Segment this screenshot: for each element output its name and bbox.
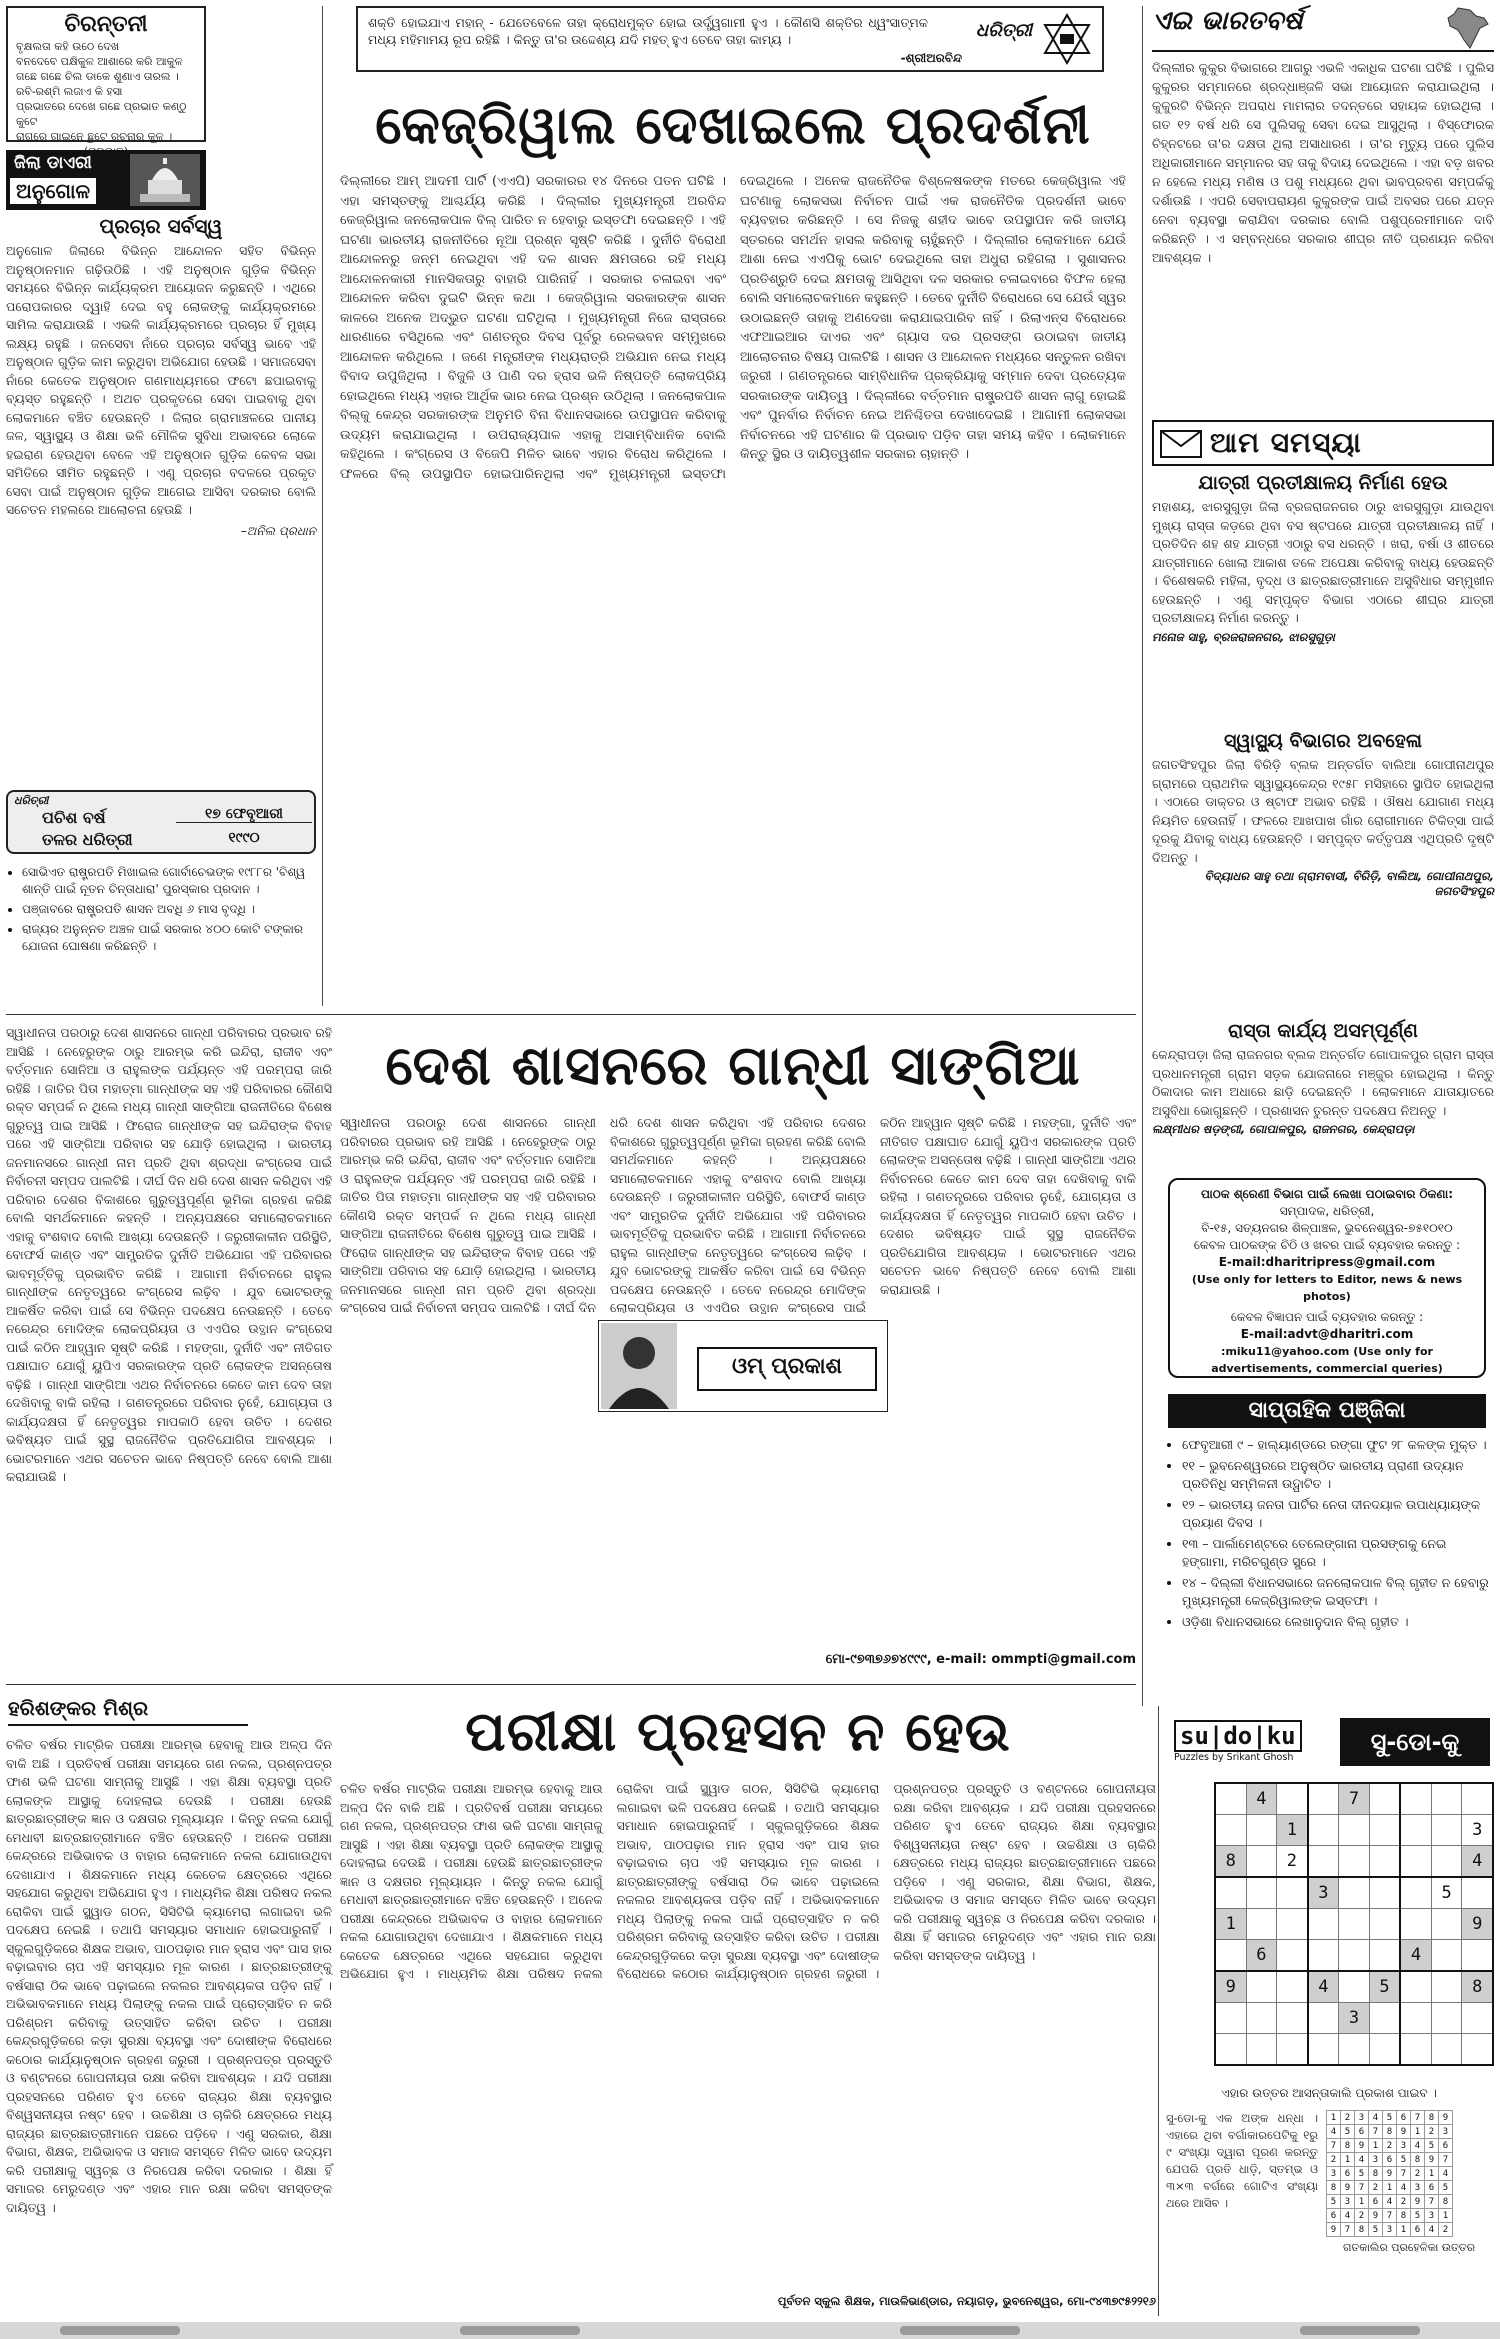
answer-cell: 3	[1397, 2139, 1411, 2153]
sudoku-cell[interactable]: 5	[1369, 1971, 1400, 2003]
anniversary-logo: ଧରିତ୍ରୀ	[14, 794, 49, 807]
answer-row	[1327, 2195, 1453, 2209]
bharat-title: ଏଇ ଭାରତବର୍ଷ	[1152, 6, 1303, 36]
author-photo	[601, 1323, 677, 1409]
answer-cell: 4	[1327, 2125, 1341, 2139]
answer-cell: 9	[1425, 2153, 1439, 2167]
sudoku-cell[interactable]	[1462, 1877, 1493, 1909]
answer-cell: 3	[1341, 2195, 1355, 2209]
letters-title: ଆମ ସମସ୍ୟା	[1210, 426, 1362, 459]
answer-cell: 8	[1383, 2125, 1397, 2139]
sudoku-cell[interactable]: 6	[1246, 1940, 1277, 1972]
article3-byline: ହରିଶଙ୍କର ମିଶ୍ର	[8, 1696, 248, 1726]
answer-cell: 9	[1397, 2125, 1411, 2139]
diary-title: ପ୍ରଚାର ସର୍ବସ୍ୱ	[99, 214, 223, 238]
sudoku-cell[interactable]	[1246, 1971, 1277, 2003]
poem-line: ବୃକ୍ଷଲତା କହି ଉଠେ ଦେଖ	[16, 40, 120, 53]
author-box	[598, 1320, 888, 1412]
sudoku-cell[interactable]	[1246, 1846, 1277, 1878]
sudoku-cell[interactable]: 4	[1400, 1940, 1431, 1972]
answer-cell: 9	[1411, 2195, 1425, 2209]
sudoku-cell[interactable]	[1308, 1815, 1339, 1846]
article1-body-wrap	[340, 172, 1126, 1004]
sudoku-puzzle[interactable]	[1214, 1782, 1494, 2062]
sudoku-cell[interactable]	[1369, 1846, 1400, 1878]
sudoku-cell[interactable]	[1339, 1877, 1370, 1909]
letter1-sign: ମନୋଜ ସାହୁ, ବ୍ରଜରାଜନଗର, ଝାରସୁଗୁଡ଼ା	[1152, 629, 1335, 644]
anniversary-item: • ରାଜ୍ୟର ଅନୁନ୍ନତ ଅଞ୍ଚଳ ପାଇଁ ସରକାର ୪୦୦ କୋଟି ଟଙ୍କାର ଯୋଜନା ଘୋଷଣା କରିଛନ୍ତି ।	[22, 921, 316, 955]
sudoku-cell[interactable]	[1215, 1877, 1246, 1909]
sudoku-cell[interactable]	[1431, 1940, 1462, 1972]
answer-cell: 5	[1411, 2209, 1425, 2223]
answer-cell: 3	[1327, 2167, 1341, 2181]
footer-tab	[1300, 2326, 1420, 2335]
poem-line: ରାଗରେ ଗାଇନେ ଛୁଟେ ରଚନାର କୁଳ ।	[16, 130, 173, 143]
sudoku-cell[interactable]	[1246, 2003, 1277, 2034]
answer-cell: 1	[1425, 2167, 1439, 2181]
answer-row	[1327, 2223, 1453, 2237]
article3-headline	[340, 1690, 1136, 1776]
sudoku-cell[interactable]	[1308, 1783, 1339, 1815]
bharat-section	[1152, 6, 1494, 436]
letter3-body: କେନ୍ଦ୍ରାପଡ଼ା ଜିଲା ରାଜନଗର ବ୍ଲକ ଅନ୍ତର୍ଗତ ଗୋପାଳପୁର ଗ୍ରାମ ରାସ୍ତା ପ୍ରଧାନମନ୍ତ୍ରୀ ଗ୍ରାମ ସଡ଼କ ଯୋଜନାରେ ମଞ୍ଜୁର ହୋଇଥିଲା । କିନ୍ତୁ ଠିକାଦାର କାମ ଅଧାରେ ଛାଡ଼ି ଦେଇଛନ୍ତି । ଲୋକମାନେ ଯାତାୟାତରେ ଅସୁବିଧା ଭୋଗୁଛନ୍ତି । ପ୍ରଶାସନ ତୁରନ୍ତ ପଦକ୍ଷେପ ନିଅନ୍ତୁ ।	[1152, 1047, 1494, 1118]
sudoku-row	[1215, 1909, 1493, 1940]
anniversary-date2: ୧୯୯୦	[228, 830, 260, 846]
answer-cell: 2	[1397, 2195, 1411, 2209]
editor-email[interactable]: E-mail:dharitripress@gmail.com	[1218, 1255, 1436, 1269]
article1-title: କେଜ୍ରିୱାଲ ଦେଖାଇଲେ ପ୍ରଦର୍ଶନୀ	[375, 96, 1091, 156]
answer-cell: 6	[1341, 2167, 1355, 2181]
sudoku-cell[interactable]: 4	[1246, 1783, 1277, 1815]
bharat-header	[1152, 6, 1494, 52]
sudoku-answer	[1326, 2110, 1492, 2320]
answer-cell: 9	[1327, 2223, 1341, 2237]
poem-title: ଚିରନ୍ତନୀ	[64, 12, 148, 37]
answer-cell: 5	[1369, 2223, 1383, 2237]
sudoku-cell[interactable]	[1400, 2034, 1431, 2066]
letter-2	[1152, 730, 1494, 1010]
weekly-list	[1168, 1432, 1490, 1702]
sudoku-cell[interactable]	[1462, 1783, 1493, 1815]
answer-cell: 4	[1397, 2181, 1411, 2195]
article3-body: ଚଳିତ ବର୍ଷର ମାଟ୍ରିକ ପରୀକ୍ଷା ଆରମ୍ଭ ହେବାକୁ ଆଉ ଅଳ୍ପ ଦିନ ବାକି ଅଛି । ପ୍ରତିବର୍ଷ ପରୀକ୍ଷା ସମୟରେ ଗଣ ନକଲ, ପ୍ରଶ୍ନପତ୍ର ଫାଶ ଭଳି ଘଟଣା ସାମ୍ନାକୁ ଆସୁଛି । ଏହା ଶିକ୍ଷା ବ୍ୟବସ୍ଥା ପ୍ରତି ଲୋକଙ୍କ ଆସ୍ଥାକୁ ଦୋହଲାଇ ଦେଉଛି । ପରୀକ୍ଷା ହେଉଛି ଛାତ୍ରଛାତ୍ରୀଙ୍କ ଜ୍ଞାନ ଓ ଦକ୍ଷତାର ମୂଲ୍ୟାୟନ । କିନ୍ତୁ ନକଲ ଯୋଗୁଁ ମେଧାବୀ ଛାତ୍ରଛାତ୍ରୀମାନେ ବଞ୍ଚିତ ହେଉଛନ୍ତି । ଅନେକ ପରୀକ୍ଷା କେନ୍ଦ୍ରରେ ଅଭିଭାବକ ଓ ବାହାର ଲୋକମାନେ ନକଲ ଯୋଗାଉଥିବା ଦେଖାଯାଏ । ଶିକ୍ଷକମାନେ ମଧ୍ୟ କେତେକ କ୍ଷେତ୍ରରେ ଏଥିରେ ସହଯୋଗ କରୁଥିବା ଅଭିଯୋଗ ହୁଏ । ମାଧ୍ୟମିକ ଶିକ୍ଷା ପରିଷଦ ନକଲ ରୋକିବା ପାଇଁ ସ୍କ୍ୱାଡ ଗଠନ, ସିସିଟିଭି କ୍ୟାମେରା ଲଗାଇବା ଭଳି ପଦକ୍ଷେପ ନେଇଛି । ତଥାପି ସମସ୍ୟାର ସମାଧାନ ହୋଇପାରୁନାହିଁ । ସ୍କୁଲଗୁଡ଼ିକରେ ଶିକ୍ଷକ ଅଭାବ, ପାଠପଢ଼ାର ମାନ ହ୍ରାସ ଏବଂ ପାସ ହାର ବଢ଼ାଇବାର ଚାପ ଏହି ସମସ୍ୟାର ମୂଳ କାରଣ । ଛାତ୍ରଛାତ୍ରୀଙ୍କୁ ବର୍ଷସାରା ଠିକ ଭାବେ ପଢ଼ାଇଲେ ନକଲର ଆବଶ୍ୟକତା ପଡ଼ିବ ନାହିଁ । ଅଭିଭାବକମାନେ ମଧ୍ୟ ପିଲାଙ୍କୁ ନକଲ ପାଇଁ ପ୍ରୋତ୍ସାହିତ ନ କରି ପରିଶ୍ରମ କରିବାକୁ ଉତ୍ସାହିତ କରିବା ଉଚିତ । ପରୀକ୍ଷା କେନ୍ଦ୍ରଗୁଡ଼ିକରେ କଡ଼ା ସୁରକ୍ଷା ବ୍ୟବସ୍ଥା ଏବଂ ଦୋଷୀଙ୍କ ବିରୋଧରେ କଠୋର କାର୍ଯ୍ୟାନୁଷ୍ଠାନ ଗ୍ରହଣ ଜରୁରୀ । ପ୍ରଶ୍ନପତ୍ର ପ୍ରସ୍ତୁତି ଓ ବଣ୍ଟନରେ ଗୋପନୀୟତା ରକ୍ଷା କରିବା ଆବଶ୍ୟକ । ଯଦି ପରୀକ୍ଷା ପ୍ରହସନରେ ପରିଣତ ହୁଏ ତେବେ ରାଜ୍ୟର ଶିକ୍ଷା ବ୍ୟବସ୍ଥାର ବିଶ୍ୱସନୀୟତା ନଷ୍ଟ ହେବ । ଉଚ୍ଚଶିକ୍ଷା ଓ ଚାକିରି କ୍ଷେତ୍ରରେ ମଧ୍ୟ ରାଜ୍ୟର ଛାତ୍ରଛାତ୍ରୀମାନେ ପଛରେ ପଡ଼ିବେ । ଏଣୁ ସରକାର, ଶିକ୍ଷା ବିଭାଗ, ଶିକ୍ଷକ, ଅଭିଭାବକ ଓ ସମାଜ ସମସ୍ତେ ମିଳିତ ଭାବେ ଉଦ୍ୟମ କରି ପରୀକ୍ଷାକୁ ସ୍ୱଚ୍ଛ ଓ ନିରପେକ୍ଷ କରିବା ଦରକାର । ଶିକ୍ଷା ହିଁ ସମାଜର ମେରୁଦଣ୍ଡ ଏବଂ ଏହାର ମାନ ରକ୍ଷା କରିବା ସମସ୍ତଙ୍କ ଦାୟିତ୍ୱ ।	[340, 1781, 1156, 1981]
article2-lead-wrap	[6, 1024, 332, 1684]
answer-cell: 4	[1439, 2167, 1453, 2181]
answer-row	[1327, 2153, 1453, 2167]
quote-box	[356, 6, 1104, 72]
answer-cell: 7	[1439, 2153, 1453, 2167]
quote-text: ଶକ୍ତି ହୋଇଯାଏ ମହାନ୍ - ଯେତେବେଳେ ତାହା କ୍ରୋଧମୁକ୍ତ ହୋଇ ଉର୍ଦ୍ଧ୍ୱଗାମୀ ହୁଏ । କୌଣସି ଶକ୍ତିର ଧ୍ୱଂସାତ୍ମକ ମଧ୍ୟ ମହିମାମୟ ରୂପ ରହିଛି । କିନ୍ତୁ ତା'ର ଉଦ୍ଦେଶ୍ୟ ଯଦି ମହତ୍ ହୁଏ ତେବେ ତାହା କାମ୍ୟ ।	[368, 15, 928, 47]
sudoku-cell[interactable]	[1339, 1909, 1370, 1940]
diary-district: ଅନୁଗୋଳ	[10, 178, 96, 204]
address-line: କେବଳ ପାଠକଙ୍କ ଚିଠି ଓ ଖବର ପାଇଁ ବ୍ୟବହାର କରନ୍ତୁ :	[1193, 1238, 1461, 1252]
answer-row	[1327, 2167, 1453, 2181]
footer-tab	[900, 2326, 1020, 2335]
answer-cell: 4	[1369, 2111, 1383, 2125]
author-name: ଓମ୍ ପ୍ରକାଶ	[697, 1347, 877, 1391]
answer-cell: 1	[1383, 2181, 1397, 2195]
answer-cell: 4	[1411, 2139, 1425, 2153]
sudoku-cell[interactable]	[1369, 1909, 1400, 1940]
sudoku-cell[interactable]	[1215, 2034, 1246, 2066]
sudoku-rules	[1166, 2110, 1318, 2320]
answer-cell: 8	[1369, 2167, 1383, 2181]
article2-headline	[340, 1024, 1126, 1110]
answer-cell: 6	[1439, 2139, 1453, 2153]
star-emblem-icon	[1040, 12, 1094, 66]
sudoku-cell[interactable]	[1462, 2034, 1493, 2066]
india-map-icon	[1444, 6, 1490, 50]
answer-cell: 6	[1369, 2195, 1383, 2209]
answer-cell: 3	[1383, 2223, 1397, 2237]
sudoku-cell[interactable]: 3	[1339, 2003, 1370, 2034]
answer-cell: 7	[1411, 2111, 1425, 2125]
answer-cell: 6	[1397, 2111, 1411, 2125]
sudoku-cell[interactable]	[1369, 2034, 1400, 2066]
sudoku-cell[interactable]	[1277, 1940, 1308, 1972]
sudoku-cell[interactable]	[1400, 1909, 1431, 1940]
answer-cell: 3	[1411, 2181, 1425, 2195]
answer-cell: 1	[1369, 2139, 1383, 2153]
answer-cell: 2	[1355, 2209, 1369, 2223]
letter-1	[1152, 472, 1494, 722]
answer-cell: 7	[1397, 2167, 1411, 2181]
answer-cell: 3	[1439, 2125, 1453, 2139]
sudoku-header	[1166, 1718, 1492, 1768]
answer-cell: 5	[1439, 2181, 1453, 2195]
article1-headline	[340, 86, 1126, 168]
sudoku-title: ସୁ-ଡୋ-କୁ	[1340, 1718, 1490, 1766]
sudoku-cell[interactable]: 2	[1277, 1846, 1308, 1878]
answer-row	[1327, 2181, 1453, 2195]
answer-cell: 6	[1411, 2223, 1425, 2237]
article1-body: ଦିଲ୍ଲୀରେ ଆମ୍ ଆଦମୀ ପାର୍ଟି (ଏଏପି) ସରକାରର ୧୪ ଦିନରେ ପତନ ଘଟିଛି । ଏହା ସମସ୍ତଙ୍କୁ ଆଶ୍ଚର୍ଯ୍ୟ କରିଛି । ଦିଲ୍ଲୀର ମୁଖ୍ୟମନ୍ତ୍ରୀ ଅରବିନ୍ଦ କେଜ୍ରିୱାଲ ଜନଲୋକପାଳ ବିଲ୍ ପାରିତ ନ ହେବାରୁ ଇସ୍ତଫା ଦେଇଛନ୍ତି । ଏହି ଘଟଣା ଭାରତୀୟ ରାଜନୀତିରେ ନୂଆ ପ୍ରଶ୍ନ ସୃଷ୍ଟି କରିଛି । ଦୁର୍ନୀତି ବିରୋଧୀ ଆନ୍ଦୋଳନରୁ ଜନ୍ମ ନେଇଥିବା ଏହି ଦଳ ଶାସନ କ୍ଷମତାରେ ରହି ମଧ୍ୟ ଆନ୍ଦୋଳନକାରୀ ମାନସିକତାରୁ ବାହାରି ପାରିନାହିଁ । ସରକାର ଚଳାଇବା ଏବଂ ଆନ୍ଦୋଳନ କରିବା ଦୁଇଟି ଭିନ୍ନ କଥା । କେଜ୍ରିୱାଲ ସରକାରଙ୍କ ଶାସନ କାଳରେ ଅନେକ ଅଦ୍ଭୁତ ଘଟଣା ଘଟିଥିଲା । ମୁଖ୍ୟମନ୍ତ୍ରୀ ନିଜେ ରାସ୍ତାରେ ଧାରଣାରେ ବସିଥିଲେ ଏବଂ ଗଣତନ୍ତ୍ର ଦିବସ ପୂର୍ବରୁ ରେଳଭବନ ସମ୍ମୁଖରେ ଆନ୍ଦୋଳନ କରିଥିଲେ । ଜଣେ ମନ୍ତ୍ରୀଙ୍କ ମଧ୍ୟରାତ୍ରି ଅଭିଯାନ ନେଇ ମଧ୍ୟ ବିବାଦ ଉପୁଜିଥିଲା । ବିଜୁଳି ଓ ପାଣି ଦର ହ୍ରାସ ଭଳି ନିଷ୍ପତ୍ତି ଲୋକପ୍ରିୟ ହୋଇଥିଲେ ମଧ୍ୟ ଏହାର ଆର୍ଥିକ ଭାର ନେଇ ପ୍ରଶ୍ନ ଉଠିଥିଲା । ଜନଲୋକପାଳ ବିଲ୍କୁ କେନ୍ଦ୍ର ସରକାରଙ୍କ ଅନୁମତି ବିନା ବିଧାନସଭାରେ ଉପସ୍ଥାପନ କରିବାକୁ ଉଦ୍ୟମ କରାଯାଇଥିଲା । ଉପରାଜ୍ୟପାଳ ଏହାକୁ ଅସାମ୍ବିଧାନିକ ବୋଲି କହିଥିଲେ । କଂଗ୍ରେସ ଓ ବିଜେପି ମିଳିତ ଭାବେ ଏହାର ବିରୋଧ କରିଥିଲେ । ଫଳରେ ବିଲ୍ ଉପସ୍ଥାପିତ ହୋଇପାରିନଥିଲା ଏବଂ ମୁଖ୍ୟମନ୍ତ୍ରୀ ଇସ୍ତଫା ଦେଇଥିଲେ । ଅନେକ ରାଜନୈତିକ ବିଶ୍ଳେଷକଙ୍କ ମତରେ କେଜ୍ରିୱାଲ ଏହି ଘଟଣାକୁ ଲୋକସଭା ନିର୍ବାଚନ ପାଇଁ ଏକ ରାଜନୈତିକ ପ୍ରଦର୍ଶନୀ ଭାବେ ବ୍ୟବହାର କରିଛନ୍ତି । ସେ ନିଜକୁ ଶହୀଦ ଭାବେ ଉପସ୍ଥାପନ କରି ଜାତୀୟ ସ୍ତରରେ ସମର୍ଥନ ହାସଲ କରିବାକୁ ଚାହୁଁଛନ୍ତି । ଦିଲ୍ଲୀର ଲୋକମାନେ ଯେଉଁ ଆଶା ନେଇ ଏଏପିକୁ ଭୋଟ ଦେଇଥିଲେ ତାହା ଅଧୁରା ରହିଗଲା । ସୁଶାସନର ପ୍ରତିଶ୍ରୁତି ଦେଇ କ୍ଷମତାକୁ ଆସିଥିବା ଦଳ ସରକାର ଚଳାଇବାରେ ବିଫଳ ହେଲା ବୋଲି ସମାଲୋଚକମାନେ କହୁଛନ୍ତି । ତେବେ ଦୁର୍ନୀତି ବିରୋଧରେ ସେ ଯେଉଁ ସ୍ୱର ଉଠାଇଛନ୍ତି ତାହାକୁ ଅଣଦେଖା କରାଯାଇପାରିବ ନାହିଁ । ରିଲାଏନ୍ସ ବିରୋଧରେ ଏଫଆଇଆର ଦାଏର ଏବଂ ଗ୍ୟାସ ଦର ପ୍ରସଙ୍ଗ ଉଠାଇବା ଜାତୀୟ ଆଲୋଚନାର ବିଷୟ ପାଲଟିଛି । ଶାସନ ଓ ଆନ୍ଦୋଳନ ମଧ୍ୟରେ ସନ୍ତୁଳନ ରଖିବା ଜରୁରୀ । ଗଣତନ୍ତ୍ରରେ ସାମ୍ବିଧାନିକ ପ୍ରକ୍ରିୟାକୁ ସମ୍ମାନ ଦେବା ପ୍ରତ୍ୟେକ ସରକାରଙ୍କ ଦାୟିତ୍ୱ । ଦିଲ୍ଲୀରେ ବର୍ତ୍ତମାନ ରାଷ୍ଟ୍ରପତି ଶାସନ ଲାଗୁ ହୋଇଛି ଏବଂ ପୁନର୍ବାର ନିର୍ବାଚନ ନେଇ ଅନିଶ୍ଚିତତା ଦେଖାଦେଇଛି । ଆଗାମୀ ଲୋକସଭା ନିର୍ବାଚନରେ ଏହି ଘଟଣାର କି ପ୍ରଭାବ ପଡ଼ିବ ତାହା ସମୟ କହିବ । ଲୋକମାନେ କିନ୍ତୁ ସ୍ଥିର ଓ ଦାୟିତ୍ୱଶୀଳ ସରକାର ଚାହାନ୍ତି ।	[340, 174, 1126, 482]
sudoku-cell[interactable]	[1246, 1909, 1277, 1940]
diary-label: ଜିଲା ଡାଏରୀ	[14, 153, 92, 173]
section-divider	[6, 1684, 1136, 1685]
sudoku-cell[interactable]: 4	[1308, 1971, 1339, 2003]
answer-cell: 9	[1383, 2167, 1397, 2181]
sudoku-cell[interactable]	[1431, 2034, 1462, 2066]
sudoku-cell[interactable]: 9	[1215, 1971, 1246, 2003]
sudoku-cell[interactable]	[1431, 1815, 1462, 1846]
address-line: ସମ୍ପାଦକ, ଧରିତ୍ରୀ,	[1279, 1204, 1375, 1218]
weekly-item: • ଫେବୃଆରୀ ୯ – ହାଲ୍ୟାଣ୍ଡରେ ରଙ୍ଗା ଫୁଟ ୨୮ କଳଙ୍କ ମୁକ୍ତ ।	[1182, 1436, 1490, 1454]
answer-cell: 2	[1369, 2181, 1383, 2195]
answer-cell: 8	[1411, 2153, 1425, 2167]
answer-cell: 6	[1327, 2209, 1341, 2223]
answer-cell: 4	[1425, 2223, 1439, 2237]
sudoku-cell[interactable]	[1369, 2003, 1400, 2034]
sudoku-cell[interactable]	[1400, 1783, 1431, 1815]
answer-cell: 5	[1355, 2167, 1369, 2181]
answer-row	[1327, 2111, 1453, 2125]
answer-cell: 9	[1355, 2139, 1369, 2153]
sudoku-cell[interactable]: 3	[1308, 1877, 1339, 1909]
letter3-sign: ଲକ୍ଷ୍ମୀଧର ଷଡ଼ଙ୍ଗୀ, ଗୋପାଳପୁର, ରାଜନଗର, କେନ୍ଦ୍ରାପଡ଼ା	[1152, 1122, 1415, 1136]
answer-cell: 7	[1341, 2223, 1355, 2237]
answer-cell: 6	[1383, 2153, 1397, 2167]
answer-cell: 4	[1341, 2209, 1355, 2223]
sudoku-cell[interactable]	[1369, 1815, 1400, 1846]
article3-body-wrap	[340, 1780, 1156, 2292]
sudoku-answer-grid	[1326, 2110, 1453, 2237]
sudoku-cell[interactable]	[1431, 2003, 1462, 2034]
poem-line: ବନଦେବେ ପକ୍ଷିକୁଳ ଆଶାରେ କରି ଆକୁଳ	[16, 55, 183, 68]
answer-cell: 7	[1355, 2181, 1369, 2195]
answer-cell: 1	[1355, 2195, 1369, 2209]
answer-cell: 8	[1397, 2209, 1411, 2223]
poem-line: ରବି-ରଶ୍ମି ଲଜାଏ କି ହସା	[16, 85, 123, 98]
sudoku-cell[interactable]: 7	[1339, 1783, 1370, 1815]
sudoku-cell[interactable]: 1	[1215, 1909, 1246, 1940]
answer-cell: 7	[1383, 2209, 1397, 2223]
answer-cell: 3	[1425, 2209, 1439, 2223]
answer-cell: 5	[1341, 2125, 1355, 2139]
answer-row	[1327, 2139, 1453, 2153]
answer-cell: 7	[1327, 2139, 1341, 2153]
address-line: ବି-୧୫, ସତ୍ୟନଗର ଶିଳ୍ପାଞ୍ଚଳ, ଭୁବନେଶ୍ୱର-୭୫୧୦୧୦	[1201, 1221, 1453, 1235]
answer-cell: 9	[1369, 2209, 1383, 2223]
sudoku-row	[1215, 2034, 1493, 2066]
sudoku-rules-text: ସୁ-ଡୋ-କୁ ଏକ ଅଙ୍କ ଧନ୍ଧା । ଏହାରେ ଥିବା ବର୍ଗାକାରପେଟିକୁ ୧ରୁ ୯ ସଂଖ୍ୟା ଦ୍ୱାରା ପୂରଣ କରନ୍ତୁ ଯେପରି ପ୍ରତି ଧାଡ଼ି, ସ୍ତମ୍ଭ ଓ ୩×୩ ବର୍ଗରେ ଗୋଟିଏ ସଂଖ୍ୟା ଥରେ ଆସିବ ।	[1166, 2111, 1318, 2210]
poem-line: ଗଛେ ଗଛେ ଚିଲ ଡାକେ ଶୁଣାଏ ତାରଲ ।	[16, 70, 179, 83]
sudoku-cell[interactable]	[1215, 1940, 1246, 1972]
sudoku-cell[interactable]	[1277, 1877, 1308, 1909]
weekly-item: • ୧୪ – ଦିଲ୍ଲୀ ବିଧାନସଭାରେ ଜନଲୋକପାଳ ବିଲ୍ ଗୃହୀତ ନ ହେବାରୁ ମୁଖ୍ୟମନ୍ତ୍ରୀ କେଜ୍ରିୱାଲଙ୍କ ଇସ୍ତଫା ।	[1182, 1574, 1490, 1610]
answer-cell: 9	[1439, 2111, 1453, 2125]
article3-lead: ଚଳିତ ବର୍ଷର ମାଟ୍ରିକ ପରୀକ୍ଷା ଆରମ୍ଭ ହେବାକୁ ଆଉ ଅଳ୍ପ ଦିନ ବାକି ଅଛି । ପ୍ରତିବର୍ଷ ପରୀକ୍ଷା ସମୟରେ ଗଣ ନକଲ, ପ୍ରଶ୍ନପତ୍ର ଫାଶ ଭଳି ଘଟଣା ସାମ୍ନାକୁ ଆସୁଛି । ଏହା ଶିକ୍ଷା ବ୍ୟବସ୍ଥା ପ୍ରତି ଲୋକଙ୍କ ଆସ୍ଥାକୁ ଦୋହଲାଇ ଦେଉଛି । ପରୀକ୍ଷା ହେଉଛି ଛାତ୍ରଛାତ୍ରୀଙ୍କ ଜ୍ଞାନ ଓ ଦକ୍ଷତାର ମୂଲ୍ୟାୟନ । କିନ୍ତୁ ନକଲ ଯୋଗୁଁ ମେଧାବୀ ଛାତ୍ରଛାତ୍ରୀମାନେ ବଞ୍ଚିତ ହେଉଛନ୍ତି । ଅନେକ ପରୀକ୍ଷା କେନ୍ଦ୍ରରେ ଅଭିଭାବକ ଓ ବାହାର ଲୋକମାନେ ନକଲ ଯୋଗାଉଥିବା ଦେଖାଯାଏ । ଶିକ୍ଷକମାନେ ମଧ୍ୟ କେତେକ କ୍ଷେତ୍ରରେ ଏଥିରେ ସହଯୋଗ କରୁଥିବା ଅଭିଯୋଗ ହୁଏ । ମାଧ୍ୟମିକ ଶିକ୍ଷା ପରିଷଦ ନକଲ ରୋକିବା ପାଇଁ ସ୍କ୍ୱାଡ ଗଠନ, ସିସିଟିଭି କ୍ୟାମେରା ଲଗାଇବା ଭଳି ପଦକ୍ଷେପ ନେଇଛି । ତଥାପି ସମସ୍ୟାର ସମାଧାନ ହୋଇପାରୁନାହିଁ । ସ୍କୁଲଗୁଡ଼ିକରେ ଶିକ୍ଷକ ଅଭାବ, ପାଠପଢ଼ାର ମାନ ହ୍ରାସ ଏବଂ ପାସ ହାର ବଢ଼ାଇବାର ଚାପ ଏହି ସମସ୍ୟାର ମୂଳ କାରଣ । ଛାତ୍ରଛାତ୍ରୀଙ୍କୁ ବର୍ଷସାରା ଠିକ ଭାବେ ପଢ଼ାଇଲେ ନକଲର ଆବଶ୍ୟକତା ପଡ଼ିବ ନାହିଁ । ଅଭିଭାବକମାନେ ମଧ୍ୟ ପିଲାଙ୍କୁ ନକଲ ପାଇଁ ପ୍ରୋତ୍ସାହିତ ନ କରି ପରିଶ୍ରମ କରିବାକୁ ଉତ୍ସାହିତ କରିବା ଉଚିତ । ପରୀକ୍ଷା କେନ୍ଦ୍ରଗୁଡ଼ିକରେ କଡ଼ା ସୁରକ୍ଷା ବ୍ୟବସ୍ଥା ଏବଂ ଦୋଷୀଙ୍କ ବିରୋଧରେ କଠୋର କାର୍ଯ୍ୟାନୁଷ୍ଠାନ ଗ୍ରହଣ ଜରୁରୀ । ପ୍ରଶ୍ନପତ୍ର ପ୍ରସ୍ତୁତି ଓ ବଣ୍ଟନରେ ଗୋପନୀୟତା ରକ୍ଷା କରିବା ଆବଶ୍ୟକ । ଯଦି ପରୀକ୍ଷା ପ୍ରହସନରେ ପରିଣତ ହୁଏ ତେବେ ରାଜ୍ୟର ଶିକ୍ଷା ବ୍ୟବସ୍ଥାର ବିଶ୍ୱସନୀୟତା ନଷ୍ଟ ହେବ । ଉଚ୍ଚଶିକ୍ଷା ଓ ଚାକିରି କ୍ଷେତ୍ରରେ ମଧ୍ୟ ରାଜ୍ୟର ଛାତ୍ରଛାତ୍ରୀମାନେ ପଛରେ ପଡ଼ିବେ । ଏଣୁ ସରକାର, ଶିକ୍ଷା ବିଭାଗ, ଶିକ୍ଷକ, ଅଭିଭାବକ ଓ ସମାଜ ସମସ୍ତେ ମିଳିତ ଭାବେ ଉଦ୍ୟମ କରି ପରୀକ୍ଷାକୁ ସ୍ୱଚ୍ଛ ଓ ନିରପେକ୍ଷ କରିବା ଦରକାର । ଶିକ୍ଷା ହିଁ ସମାଜର ମେରୁଦଣ୍ଡ ଏବଂ ଏହାର ମାନ ରକ୍ଷା କରିବା ସମସ୍ତଙ୍କ ଦାୟିତ୍ୱ ।	[6, 1737, 332, 2215]
sudoku-cell[interactable]	[1400, 1971, 1431, 2003]
letter1-title: ଯାତ୍ରୀ ପ୍ରତୀକ୍ଷାଳୟ ନିର୍ମାଣ ହେଉ	[1198, 472, 1448, 494]
sudoku-row	[1215, 1971, 1493, 2003]
sudoku-cell[interactable]	[1400, 1846, 1431, 1878]
adv-intro: କେବଳ ବିଜ୍ଞାପନ ପାଇଁ ବ୍ୟବହାର କରନ୍ତୁ :	[1230, 1310, 1424, 1324]
answer-cell: 2	[1383, 2139, 1397, 2153]
anniversary-box	[6, 790, 316, 854]
sudoku-cell[interactable]	[1339, 1971, 1370, 2003]
anniversary-items	[6, 860, 316, 980]
temple-icon	[130, 154, 200, 206]
sudoku-cell[interactable]	[1277, 1909, 1308, 1940]
sudoku-cell[interactable]	[1246, 1815, 1277, 1846]
answer-cell: 4	[1355, 2153, 1369, 2167]
footer-tab	[60, 2326, 180, 2335]
answer-cell: 2	[1327, 2153, 1341, 2167]
answer-cell: 5	[1383, 2111, 1397, 2125]
diary-article	[6, 214, 316, 782]
answer-cell: 7	[1425, 2195, 1439, 2209]
sudoku-grid[interactable]	[1214, 1782, 1494, 2066]
sudoku-row	[1215, 1877, 1493, 1909]
answer-cell: 1	[1341, 2153, 1355, 2167]
sudoku-cell[interactable]: 8	[1462, 1971, 1493, 2003]
sudoku-row	[1215, 1846, 1493, 1878]
answer-cell: 8	[1341, 2139, 1355, 2153]
answer-cell: 5	[1425, 2139, 1439, 2153]
envelope-icon	[1160, 430, 1202, 458]
sudoku-cell[interactable]	[1369, 1783, 1400, 1815]
sudoku-cell[interactable]	[1215, 1815, 1246, 1846]
answer-cell: 4	[1383, 2195, 1397, 2209]
sudoku-cell[interactable]	[1246, 1877, 1277, 1909]
sudoku-cell[interactable]: 4	[1462, 1846, 1493, 1878]
sudoku-cell[interactable]	[1277, 1971, 1308, 2003]
sudoku-cell[interactable]	[1339, 1940, 1370, 1972]
answer-cell: 5	[1327, 2195, 1341, 2209]
letter-3	[1152, 1020, 1494, 1170]
answer-row	[1327, 2209, 1453, 2223]
sudoku-cell[interactable]	[1400, 2003, 1431, 2034]
sudoku-cell[interactable]: 1	[1277, 1815, 1308, 1846]
sudoku-cell[interactable]	[1339, 1846, 1370, 1878]
sudoku-cell[interactable]: 3	[1462, 1815, 1493, 1846]
answer-cell: 6	[1355, 2125, 1369, 2139]
sudoku-cell[interactable]	[1339, 2034, 1370, 2066]
sudoku-logo: su|do|ku	[1174, 1720, 1302, 1752]
sudoku-credit: Puzzles by Srikant Ghosh	[1174, 1752, 1294, 1763]
sudoku-row	[1215, 2003, 1493, 2034]
letter2-title: ସ୍ୱାସ୍ଥ୍ୟ ବିଭାଗର ଅବହେଳା	[1224, 730, 1422, 752]
sudoku-cell[interactable]	[1277, 2003, 1308, 2034]
page-footer-bar	[0, 2322, 1500, 2339]
sudoku-cell[interactable]	[1277, 2034, 1308, 2066]
poem-lines	[16, 39, 196, 159]
diary-author: –ଅନିଲ ପ୍ରଧାନ	[240, 523, 316, 538]
sudoku-cell[interactable]	[1308, 2034, 1339, 2066]
sudoku-answer-note: ଏହାର ଉତ୍ତର ଆସନ୍ତାକାଲି ପ୍ରକାଶ ପାଇବ ।	[1221, 2086, 1437, 2100]
weekly-item: • ୧୧ – ଭୁବନେଶ୍ୱରରେ ଅନୁଷ୍ଠିତ ଭାରତୀୟ ପ୍ରାଣୀ ଉଦ୍ୟାନ ପ୍ରତିନିଧି ସମ୍ମିଳନୀ ଉଦ୍ଘାଟିତ ।	[1182, 1457, 1490, 1493]
quote-logo: ଧରିତ୍ରୀ	[975, 20, 1032, 41]
sudoku-cell[interactable]	[1431, 1971, 1462, 2003]
sudoku-row	[1215, 1940, 1493, 1972]
answer-cell: 2	[1425, 2125, 1439, 2139]
sudoku-cell[interactable]	[1308, 2003, 1339, 2034]
letter2-sign: ବିଦ୍ୟାଧର ସାହୁ ତଥା ଗ୍ରାମବାସୀ, ବିରିଡ଼ି, ବାଲିଆ, ଗୋପୀନାଥପୁର, ଜଗତସିଂହପୁର	[1204, 869, 1494, 898]
article2-title: ଦେଶ ଶାସନରେ ଗାନ୍ଧୀ ସାଙ୍ଗିଆ	[385, 1034, 1081, 1097]
quote-source: -ଶ୍ରୀଅରବିନ୍ଦ	[900, 51, 962, 65]
poem-line: ପ୍ରଭାତରେ ଦେଖେ ଗଛେ ପ୍ରଭାତ କଣ୍ଠୁ କୁଟେ	[16, 100, 187, 128]
footer-tab	[460, 2326, 580, 2335]
adv-email[interactable]: E-mail:advt@dharitri.com	[1240, 1327, 1414, 1341]
diary-body: ଅନୁଗୋଳ ଜିଲାରେ ବିଭିନ୍ନ ଆନ୍ଦୋଳନ ସହିତ ବିଭିନ୍ନ ଅନୁଷ୍ଠାନମାନ ଗଢ଼ିଉଠିଛି । ଏହି ଅନୁଷ୍ଠାନ ଗୁଡ଼ିକ ବିଭିନ୍ନ ସମୟରେ ବିଭିନ୍ନ କାର୍ଯ୍ୟକ୍ରମ ଆୟୋଜନ କରୁଛନ୍ତି । ଏଥିରେ ପରୋପକାରର ଦ୍ୱାହି ଦେଇ ବହୁ ଲୋକଙ୍କୁ କାର୍ଯ୍ୟକ୍ରମରେ ସାମିଲ କରାଯାଉଛି । ଏଭଳି କାର୍ଯ୍ୟକ୍ରମରେ ପ୍ରଚାର ହିଁ ମୁଖ୍ୟ ଲକ୍ଷ୍ୟ ରହୁଛି । ଜନସେବା ନାଁରେ ପ୍ରଚାର ସର୍ବସ୍ୱ ଭାବେ ଏହି ଅନୁଷ୍ଠାନ ଗୁଡ଼ିକ କାମ କରୁଥିବା ଅଭିଯୋଗ ହେଉଛି । ସମାଜସେବା ନାଁରେ କେତେକ ଅନୁଷ୍ଠାନ ଗଣମାଧ୍ୟମରେ ଫଟୋ ଛପାଇବାକୁ ବ୍ୟସ୍ତ ରହୁଛନ୍ତି । ଅଥଚ ପ୍ରକୃତରେ ସେବା ପାଇବାକୁ ଥିବା ଲୋକମାନେ ବଞ୍ଚିତ ହେଉଛନ୍ତି । ଜିଲାର ଗ୍ରାମାଞ୍ଚଳରେ ପାନୀୟ ଜଳ, ସ୍ୱାସ୍ଥ୍ୟ ଓ ଶିକ୍ଷା ଭଳି ମୌଳିକ ସୁବିଧା ଅଭାବରେ ଲୋକେ ହଇରାଣ ହେଉଥିବା ବେଳେ ଏହି ଅନୁଷ୍ଠାନ ଗୁଡ଼ିକ କେବଳ ସଭା ସମିତିରେ ସୀମିତ ରହୁଛନ୍ତି । ଏଣୁ ପ୍ରଚାର ବଦଳରେ ପ୍ରକୃତ ସେବା ପାଇଁ ଅନୁଷ୍ଠାନ ଗୁଡ଼ିକ ଆଗେଇ ଆସିବା ଦରକାର ବୋଲି ସଚେତନ ମହଲରେ ଆଲୋଚନା ହେଉଛି ।	[6, 243, 316, 517]
article2-body: ସ୍ୱାଧୀନତା ପରଠାରୁ ଦେଶ ଶାସନରେ ଗାନ୍ଧୀ ପରିବାରର ପ୍ରଭାବ ରହି ଆସିଛି । ନେହେରୁଙ୍କ ଠାରୁ ଆରମ୍ଭ କରି ଇନ୍ଦିରା, ରାଜୀବ ଏବଂ ବର୍ତ୍ତମାନ ସୋନିଆ ଓ ରାହୁଲଙ୍କ ପର୍ଯ୍ୟନ୍ତ ଏହି ପରମ୍ପରା ଜାରି ରହିଛି । ଜାତିର ପିତା ମହାତ୍ମା ଗାନ୍ଧୀଙ୍କ ସହ ଏହି ପରିବାରର କୌଣସି ରକ୍ତ ସମ୍ପର୍କ ନ ଥିଲେ ମଧ୍ୟ ଗାନ୍ଧୀ ସାଙ୍ଗିଆ ରାଜନୀତିରେ ବିଶେଷ ଗୁରୁତ୍ୱ ପାଇ ଆସିଛି । ଫିରୋଜ ଗାନ୍ଧୀଙ୍କ ସହ ଇନ୍ଦିରାଙ୍କ ବିବାହ ପରେ ଏହି ସାଙ୍ଗିଆ ପରିବାର ସହ ଯୋଡ଼ି ହୋଇଥିଲା । ଭାରତୀୟ ଜନମାନସରେ ଗାନ୍ଧୀ ନାମ ପ୍ରତି ଥିବା ଶ୍ରଦ୍ଧା କଂଗ୍ରେସ ପାଇଁ ନିର୍ବାଚନୀ ସମ୍ପଦ ପାଲଟିଛି । ଦୀର୍ଘ ଦିନ ଧରି ଦେଶ ଶାସନ କରିଥିବା ଏହି ପରିବାର ଦେଶର ବିକାଶରେ ଗୁରୁତ୍ୱପୂର୍ଣ୍ଣ ଭୂମିକା ଗ୍ରହଣ କରିଛି ବୋଲି ସମର୍ଥକମାନେ କହନ୍ତି । ଅନ୍ୟପକ୍ଷରେ ସମାଲୋଚକମାନେ ଏହାକୁ ବଂଶବାଦ ବୋଲି ଆଖ୍ୟା ଦେଉଛନ୍ତି । ଜରୁରୀକାଳୀନ ପରିସ୍ଥିତି, ବୋଫର୍ସ କାଣ୍ଡ ଏବଂ ସାମ୍ପ୍ରତିକ ଦୁର୍ନୀତି ଅଭିଯୋଗ ଏହି ପରିବାରର ଭାବମୂର୍ତ୍ତିକୁ ପ୍ରଭାବିତ କରିଛି । ଆଗାମୀ ନିର୍ବାଚନରେ ରାହୁଲ ଗାନ୍ଧୀଙ୍କ ନେତୃତ୍ୱରେ କଂଗ୍ରେସ ଲଢ଼ିବ । ଯୁବ ଭୋଟରଙ୍କୁ ଆକର୍ଷିତ କରିବା ପାଇଁ ସେ ବିଭିନ୍ନ ପଦକ୍ଷେପ ନେଉଛନ୍ତି । ତେବେ ନରେନ୍ଦ୍ର ମୋଦିଙ୍କ ଲୋକପ୍ରିୟତା ଓ ଏଏପିର ଉତ୍ଥାନ କଂଗ୍ରେସ ପାଇଁ କଠିନ ଆହ୍ୱାନ ସୃଷ୍ଟି କରିଛି । ମହଙ୍ଗା, ଦୁର୍ନୀତି ଏବଂ ନୀତିଗତ ପକ୍ଷାଘାତ ଯୋଗୁଁ ୟୁପିଏ ସରକାରଙ୍କ ପ୍ରତି ଲୋକଙ୍କ ଅସନ୍ତୋଷ ବଢ଼ିଛି । ଗାନ୍ଧୀ ସାଙ୍ଗିଆ ଏଥର ନିର୍ବାଚନରେ କେତେ କାମ ଦେବ ତାହା ଦେଖିବାକୁ ବାକି ରହିଲା । ଗଣତନ୍ତ୍ରରେ ପରିବାର ନୁହେଁ, ଯୋଗ୍ୟତା ଓ କାର୍ଯ୍ୟଦକ୍ଷତା ହିଁ ନେତୃତ୍ୱର ମାପକାଠି ହେବା ଉଚିତ । ଦେଶର ଭବିଷ୍ୟତ ପାଇଁ ସୁସ୍ଥ ରାଜନୈତିକ ପ୍ରତିଯୋଗିତା ଆବଶ୍ୟକ । ଭୋଟରମାନେ ଏଥର ସଚେତନ ଭାବେ ନିଷ୍ପତ୍ତି ନେବେ ବୋଲି ଆଶା କରାଯାଉଛି ।	[340, 1115, 1136, 1315]
anniversary-date1: ୧୭ ଫେବୃଆରୀ	[176, 806, 312, 823]
anniversary-line2: ତଳର ଧରିତ୍ରୀ	[42, 830, 133, 849]
article3-footer: ପୂର୍ବତନ ସ୍କୁଲ ଶିକ୍ଷକ, ମାଉଳିଭାଣ୍ଡାର, ନୟାଗଡ଼, ଭୁବନେଶ୍ୱର, ମୋ-୯୪୩୭୯୫୨୨୧୬	[777, 2294, 1156, 2308]
bharat-body: ଦିଲ୍ଲୀର କୁକୁର ବିଭାଗରେ ଆଗରୁ ଏଭଳି ଏକାଧିକ ଘଟଣା ଘଟିଛି । ପୁଲିସ କୁକୁରର ସମ୍ମାନରେ ଶ୍ରଦ୍ଧାଞ୍ଜଳି ସଭା ଆୟୋଜନ କରାଯାଇଥିଲା । କୁକୁରଟି ବିଭିନ୍ନ ଅପରାଧ ମାମଲାର ତଦନ୍ତରେ ସହାୟକ ହୋଇଥିଲା । ଗତ ୧୨ ବର୍ଷ ଧରି ସେ ପୁଲିସକୁ ସେବା ଦେଇ ଆସୁଥିଲା । ବିସ୍ଫୋରକ ଚିହ୍ନଟରେ ତା'ର ଦକ୍ଷତା ଥିଲା ଅସାଧାରଣ । ତା'ର ମୃତ୍ୟୁ ପରେ ପୁଲିସ ଅଧିକାରୀମାନେ ସମ୍ମାନର ସହ ତାକୁ ବିଦାୟ ଦେଇଥିଲେ । ଏହା ବଡ଼ ଖବର ନ ହେଲେ ମଧ୍ୟ ମଣିଷ ଓ ପଶୁ ମଧ୍ୟରେ ଥିବା ଭାବପ୍ରବଣ ସମ୍ପର୍କକୁ ଦର୍ଶାଉଛି । ଏପରି ସେବାପରାୟଣ କୁକୁରଙ୍କ ପାଇଁ ଅବସର ପରେ ଯତ୍ନ ନେବା ବ୍ୟବସ୍ଥା କରାଯିବା ଦରକାର ବୋଲି ପଶୁପ୍ରେମୀମାନେ ଦାବି କରିଛନ୍ତି । ଏ ସମ୍ବନ୍ଧରେ ସରକାର ଶୀଘ୍ର ନୀତି ପ୍ରଣୟନ କରିବା ଆବଶ୍ୟକ ।	[1152, 60, 1494, 265]
sudoku-cell[interactable]	[1369, 1877, 1400, 1909]
answer-cell: 3	[1355, 2111, 1369, 2125]
section-divider	[6, 1014, 1136, 1015]
sudoku-prev-note: ଗତକାଲିର ପ୍ରହେଳିକା ଉତ୍ତର	[1342, 2241, 1476, 2254]
sudoku-cell[interactable]	[1400, 1877, 1431, 1909]
sudoku-row	[1215, 1815, 1493, 1846]
answer-cell: 5	[1397, 2153, 1411, 2167]
article3-lead-wrap	[6, 1736, 332, 2316]
sudoku-cell[interactable]: 9	[1462, 1909, 1493, 1940]
answer-row	[1327, 2125, 1453, 2139]
article2-lead: ସ୍ୱାଧୀନତା ପରଠାରୁ ଦେଶ ଶାସନରେ ଗାନ୍ଧୀ ପରିବାରର ପ୍ରଭାବ ରହି ଆସିଛି । ନେହେରୁଙ୍କ ଠାରୁ ଆରମ୍ଭ କରି ଇନ୍ଦିରା, ରାଜୀବ ଏବଂ ବର୍ତ୍ତମାନ ସୋନିଆ ଓ ରାହୁଲଙ୍କ ପର୍ଯ୍ୟନ୍ତ ଏହି ପରମ୍ପରା ଜାରି ରହିଛି । ଜାତିର ପିତା ମହାତ୍ମା ଗାନ୍ଧୀଙ୍କ ସହ ଏହି ପରିବାରର କୌଣସି ରକ୍ତ ସମ୍ପର୍କ ନ ଥିଲେ ମଧ୍ୟ ଗାନ୍ଧୀ ସାଙ୍ଗିଆ ରାଜନୀତିରେ ବିଶେଷ ଗୁରୁତ୍ୱ ପାଇ ଆସିଛି । ଫିରୋଜ ଗାନ୍ଧୀଙ୍କ ସହ ଇନ୍ଦିରାଙ୍କ ବିବାହ ପରେ ଏହି ସାଙ୍ଗିଆ ପରିବାର ସହ ଯୋଡ଼ି ହୋଇଥିଲା । ଭାରତୀୟ ଜନମାନସରେ ଗାନ୍ଧୀ ନାମ ପ୍ରତି ଥିବା ଶ୍ରଦ୍ଧା କଂଗ୍ରେସ ପାଇଁ ନିର୍ବାଚନୀ ସମ୍ପଦ ପାଲଟିଛି । ଦୀର୍ଘ ଦିନ ଧରି ଦେଶ ଶାସନ କରିଥିବା ଏହି ପରିବାର ଦେଶର ବିକାଶରେ ଗୁରୁତ୍ୱପୂର୍ଣ୍ଣ ଭୂମିକା ଗ୍ରହଣ କରିଛି ବୋଲି ସମର୍ଥକମାନେ କହନ୍ତି । ଅନ୍ୟପକ୍ଷରେ ସମାଲୋଚକମାନେ ଏହାକୁ ବଂଶବାଦ ବୋଲି ଆଖ୍ୟା ଦେଉଛନ୍ତି । ଜରୁରୀକାଳୀନ ପରିସ୍ଥିତି, ବୋଫର୍ସ କାଣ୍ଡ ଏବଂ ସାମ୍ପ୍ରତିକ ଦୁର୍ନୀତି ଅଭିଯୋଗ ଏହି ପରିବାରର ଭାବମୂର୍ତ୍ତିକୁ ପ୍ରଭାବିତ କରିଛି । ଆଗାମୀ ନିର୍ବାଚନରେ ରାହୁଲ ଗାନ୍ଧୀଙ୍କ ନେତୃତ୍ୱରେ କଂଗ୍ରେସ ଲଢ଼ିବ । ଯୁବ ଭୋଟରଙ୍କୁ ଆକର୍ଷିତ କରିବା ପାଇଁ ସେ ବିଭିନ୍ନ ପଦକ୍ଷେପ ନେଉଛନ୍ତି । ତେବେ ନରେନ୍ଦ୍ର ମୋଦିଙ୍କ ଲୋକପ୍ରିୟତା ଓ ଏଏପିର ଉତ୍ଥାନ କଂଗ୍ରେସ ପାଇଁ କଠିନ ଆହ୍ୱାନ ସୃଷ୍ଟି କରିଛି । ମହଙ୍ଗା, ଦୁର୍ନୀତି ଏବଂ ନୀତିଗତ ପକ୍ଷାଘାତ ଯୋଗୁଁ ୟୁପିଏ ସରକାରଙ୍କ ପ୍ରତି ଲୋକଙ୍କ ଅସନ୍ତୋଷ ବଢ଼ିଛି । ଗାନ୍ଧୀ ସାଙ୍ଗିଆ ଏଥର ନିର୍ବାଚନରେ କେତେ କାମ ଦେବ ତାହା ଦେଖିବାକୁ ବାକି ରହିଲା । ଗଣତନ୍ତ୍ରରେ ପରିବାର ନୁହେଁ, ଯୋଗ୍ୟତା ଓ କାର୍ଯ୍ୟଦକ୍ଷତା ହିଁ ନେତୃତ୍ୱର ମାପକାଠି ହେବା ଉଚିତ । ଦେଶର ଭବିଷ୍ୟତ ପାଇଁ ସୁସ୍ଥ ରାଜନୈତିକ ପ୍ରତିଯୋଗିତା ଆବଶ୍ୟକ । ଭୋଟରମାନେ ଏଥର ସଚେତନ ଭାବେ ନିଷ୍ପତ୍ତି ନେବେ ବୋଲି ଆଶା କରାଯାଉଛି ।	[6, 1025, 332, 1484]
answer-cell: 8	[1355, 2223, 1369, 2237]
sudoku-cell[interactable]	[1308, 1909, 1339, 1940]
anniversary-item: • ସୋଭିଏତ ରାଷ୍ଟ୍ରପତି ମିଖାଇଲ ଗୋର୍ବାଚେଭଙ୍କ ୧୯୮୮ର 'ବିଶ୍ୱ ଶାନ୍ତି ପାଇଁ ନୂତନ ଚିନ୍ତାଧାରା' ପୁରସ୍କାର ପ୍ରଦାନ ।	[22, 864, 316, 898]
answer-cell: 2	[1439, 2223, 1453, 2237]
sudoku-cell[interactable]	[1246, 2034, 1277, 2066]
sudoku-cell[interactable]	[1339, 1815, 1370, 1846]
column-divider	[1142, 6, 1143, 1706]
letter1-body: ମହାଶୟ, ଝାରସୁଗୁଡ଼ା ଜିଲା ବ୍ରଜରାଜନଗର ଠାରୁ ଝାରସୁଗୁଡ଼ା ଯାଉଥିବା ମୁଖ୍ୟ ରାସ୍ତା କଡ଼ରେ ଥିବା ବସ ଷ୍ଟପରେ ଯାତ୍ରୀ ପ୍ରତୀକ୍ଷାଳୟ ନାହିଁ । ପ୍ରତିଦିନ ଶହ ଶହ ଯାତ୍ରୀ ଏଠାରୁ ବସ ଧରନ୍ତି । ଖରା, ବର୍ଷା ଓ ଶୀତରେ ଯାତ୍ରୀମାନେ ଖୋଲା ଆକାଶ ତଳେ ଅପେକ୍ଷା କରିବାକୁ ବାଧ୍ୟ ହେଉଛନ୍ତି । ବିଶେଷକରି ମହିଳା, ବୃଦ୍ଧ ଓ ଛାତ୍ରଛାତ୍ରୀମାନେ ଅସୁବିଧାର ସମ୍ମୁଖୀନ ହେଉଛନ୍ତି । ଏଣୁ ସମ୍ପୃକ୍ତ ବିଭାଗ ଏଠାରେ ଶୀଘ୍ର ଯାତ୍ରୀ ପ୍ରତୀକ୍ଷାଳୟ ନିର୍ମାଣ କରନ୍ତୁ ।	[1152, 499, 1494, 625]
letters-banner	[1152, 420, 1494, 466]
sudoku-cell[interactable]	[1431, 1783, 1462, 1815]
sudoku-cell[interactable]	[1369, 1940, 1400, 1972]
weekly-item: • ୧୨ – ଭାରତୀୟ ଜନତା ପାର୍ଟିର ନେତା ଦୀନଦୟାଳ ଉପାଧ୍ୟାୟଙ୍କ ପ୍ରୟାଣ ଦିବସ ।	[1182, 1496, 1490, 1532]
sudoku-cell[interactable]	[1431, 1909, 1462, 1940]
address-intro: ପାଠକ ଶ୍ରେଣୀ ବିଭାଗ ପାଇଁ ଲେଖା ପଠାଇବାର ଠିକଣା:	[1200, 1187, 1453, 1201]
sudoku-cell[interactable]	[1215, 1783, 1246, 1815]
sudoku-cell[interactable]	[1308, 1846, 1339, 1878]
weekly-item: • ୧୩ – ପାର୍ଲାମେଣ୍ଟରେ ତେଲେଙ୍ଗାନା ପ୍ରସଙ୍ଗକୁ ନେଇ ହଙ୍ଗାମା, ମରିଚଗୁଣ୍ଡ ସ୍ପ୍ରେ ।	[1182, 1535, 1490, 1571]
answer-cell: 7	[1369, 2125, 1383, 2139]
letter2-body: ଜଗତସିଂହପୁର ଜିଲା ବିରିଡ଼ି ବ୍ଲକ ଅନ୍ତର୍ଗତ ବାଲିଆ ଗୋପୀନାଥପୁର ଗ୍ରାମରେ ପ୍ରାଥମିକ ସ୍ୱାସ୍ଥ୍ୟକେନ୍ଦ୍ର ୧୯୫୮ ମସିହାରେ ସ୍ଥାପିତ ହୋଇଥିଲା । ଏଠାରେ ଡାକ୍ତର ଓ ଷ୍ଟାଫ ଅଭାବ ରହିଛି । ଔଷଧ ଯୋଗାଣ ମଧ୍ୟ ନିୟମିତ ହେଉନାହିଁ । ଫଳରେ ଆଖପାଖ ଗାଁର ରୋଗୀମାନେ ଚିକିତ୍ସା ପାଇଁ ଦୂରକୁ ଯିବାକୁ ବାଧ୍ୟ ହେଉଛନ୍ତି । ସମ୍ପୃକ୍ତ କର୍ତ୍ତୃପକ୍ଷ ଏଥିପ୍ରତି ଦୃଷ୍ଟି ଦିଅନ୍ତୁ ।	[1152, 757, 1494, 865]
editor-email-note: (Use only for letters to Editor, news & news photos)	[1191, 1273, 1463, 1303]
answer-cell: 8	[1327, 2181, 1341, 2195]
diary-banner	[6, 150, 206, 210]
answer-cell: 8	[1425, 2111, 1439, 2125]
answer-cell: 1	[1397, 2223, 1411, 2237]
answer-cell: 9	[1341, 2181, 1355, 2195]
address-box	[1168, 1178, 1486, 1378]
sudoku-cell[interactable]	[1462, 1940, 1493, 1972]
weekly-title: ସାପ୍ତାହିକ ପଞ୍ଜିକା	[1168, 1394, 1486, 1428]
answer-cell: 1	[1327, 2111, 1341, 2125]
column-divider	[1158, 1706, 1159, 2316]
sudoku-cell[interactable]	[1308, 1940, 1339, 1972]
article2-contact[interactable]: ମୋ-୯୭୩୭୬୭୪୯୯୯, e-mail: ommpti@gmail.com	[825, 1652, 1136, 1667]
sudoku-cell[interactable]: 8	[1215, 1846, 1246, 1878]
answer-cell: 2	[1411, 2167, 1425, 2181]
adv-email-alt[interactable]: :miku11@yahoo.com (Use only for advertisements, commercial queries)	[1211, 1345, 1443, 1375]
answer-cell: 2	[1341, 2111, 1355, 2125]
anniversary-item: • ପଞ୍ଜାବରେ ରାଷ୍ଟ୍ରପତି ଶାସନ ଅବଧି ୬ ମାସ ବୃଦ୍ଧି ।	[22, 901, 316, 918]
sudoku-cell[interactable]	[1431, 1846, 1462, 1878]
weekly-item: • ଓଡ଼ିଶା ବିଧାନସଭାରେ ଲେଖାନୁଦାନ ବିଲ୍ ଗୃହୀତ ।	[1182, 1613, 1490, 1631]
answer-cell: 8	[1439, 2195, 1453, 2209]
answer-cell: 3	[1369, 2153, 1383, 2167]
sudoku-row	[1215, 1783, 1493, 1815]
sudoku-cell[interactable]	[1400, 1815, 1431, 1846]
letter3-title: ରାସ୍ତା କାର୍ଯ୍ୟ ଅସମ୍ପୂର୍ଣ୍ଣ	[1228, 1020, 1418, 1042]
poem-box	[6, 6, 206, 142]
sudoku-cell[interactable]	[1277, 1783, 1308, 1815]
column-divider	[322, 6, 323, 1006]
sudoku-cell[interactable]	[1462, 2003, 1493, 2034]
answer-cell: 1	[1411, 2125, 1425, 2139]
sudoku-cell[interactable]: 5	[1431, 1877, 1462, 1909]
answer-cell: 6	[1425, 2181, 1439, 2195]
sudoku-cell[interactable]	[1215, 2003, 1246, 2034]
article3-title: ପରୀକ୍ଷା ପ୍ରହସନ ନ ହେଉ	[465, 1700, 1011, 1763]
answer-cell: 1	[1439, 2209, 1453, 2223]
anniversary-line1: ପଚିଶ ବର୍ଷ	[42, 808, 106, 827]
